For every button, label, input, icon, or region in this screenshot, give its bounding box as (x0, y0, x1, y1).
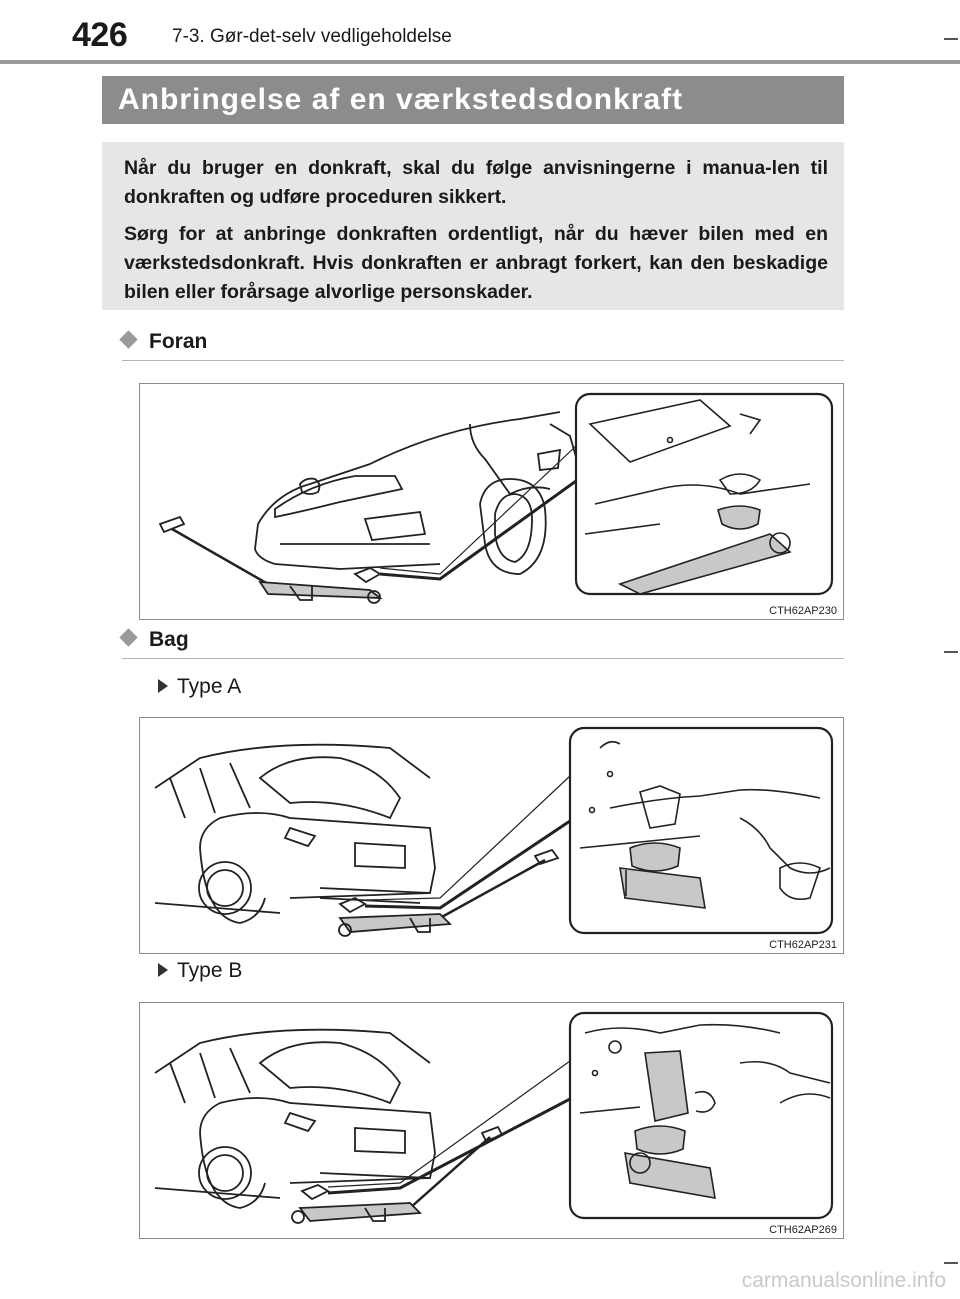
page-title: Anbringelse af en værkstedsdonkraft (102, 76, 844, 124)
heading-front-label: Foran (149, 330, 208, 353)
figure-rear-type-b-code: CTH62AP269 (769, 1224, 837, 1236)
intro-box (102, 142, 844, 310)
heading-rear (122, 628, 189, 652)
arrow-bullet-icon (158, 679, 168, 693)
crop-mark-bottom (944, 1262, 958, 1264)
heading-front (122, 330, 207, 354)
diamond-bullet-icon (119, 330, 137, 348)
section-reference: 7-3. Gør-det-selv vedligeholdelse (172, 26, 452, 47)
front-car-jack-illustration (140, 384, 843, 619)
type-a-label (158, 675, 241, 699)
intro-paragraph-1: Når du bruger en donkraft, skal du følge anvisningerne i manua-len til donkraften og udføre proceduren sikkert. (124, 157, 828, 208)
rear-type-a-illustration (140, 718, 843, 953)
heading-rear-rule (122, 658, 844, 659)
page-number: 426 (72, 16, 128, 54)
heading-front-rule (122, 360, 844, 361)
header-rule (0, 60, 960, 64)
figure-rear-type-b (139, 1002, 844, 1239)
crop-mark-middle (944, 651, 958, 653)
crop-mark-top (944, 38, 958, 40)
diamond-bullet-icon (119, 628, 137, 646)
figure-front-code: CTH62AP230 (769, 605, 837, 617)
watermark: carmanualsonline.info (741, 1269, 946, 1292)
rear-type-b-illustration (140, 1003, 843, 1238)
figure-rear-type-a-code: CTH62AP231 (769, 939, 837, 951)
figure-rear-type-a (139, 717, 844, 954)
figure-front-jack (139, 383, 844, 620)
type-b-label (158, 959, 242, 983)
intro-paragraph-2: Sørg for at anbringe donkraften ordentligt, når du hæver bilen med en værkstedsdonkraft. Hvis donkraften er anbragt forkert, kan den beskadige bilen eller forårsage alvorlige personskader. (124, 223, 828, 303)
type-b-text: Type B (177, 959, 243, 982)
heading-rear-label: Bag (149, 628, 189, 651)
arrow-bullet-icon (158, 963, 168, 977)
type-a-text: Type A (177, 675, 242, 698)
